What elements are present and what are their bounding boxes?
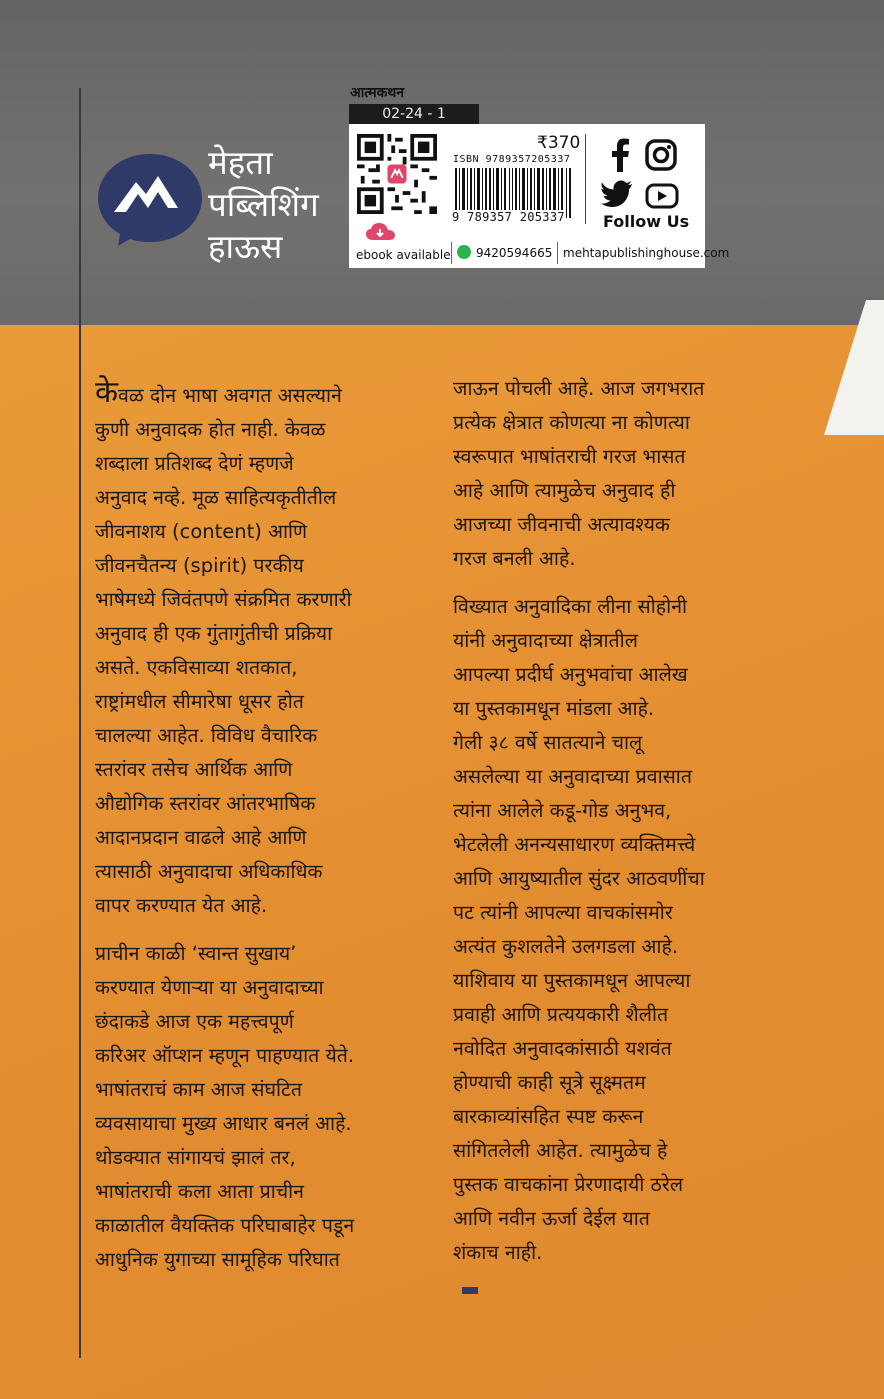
text-line: आधुनिक युगाच्या सामूहिक परिघात [95, 1248, 340, 1271]
info-card [349, 124, 730, 268]
text-line: भाषेमध्ये जिवंतपणे संक्रमित करणारी [95, 588, 352, 611]
genre-label: आत्मकथन [350, 85, 405, 101]
text-line: सांगितलेली आहेत. त्यामुळेच हे [453, 1139, 668, 1162]
right-column [453, 372, 798, 1270]
text-line: प्राचीन काळी ‘स्वान्त सुखाय’ [95, 942, 297, 965]
divider [451, 242, 452, 264]
text-line: याशिवाय या पुस्तकामधून आपल्या [453, 969, 691, 992]
text-line: आजच्या जीवनाची अत्यावश्यक [453, 513, 670, 536]
divider [557, 242, 558, 264]
qr-code [357, 134, 437, 214]
text-line: गेली ३८ वर्षे सातत्याने चालू [453, 731, 643, 754]
text-line: असते. एकविसाव्या शतकात, [95, 656, 298, 679]
text-line: आदानप्रदान वाढले आहे आणि [95, 826, 307, 849]
text-line: स्तरांवर तसेच आर्थिक आणि [95, 758, 293, 781]
ebook-available: ebook available [356, 248, 451, 262]
text-line [95, 375, 440, 413]
text-line: थोडक्यात सांगायचं झालं तर, [95, 1146, 296, 1169]
isbn-digits: 9 789357 205337 [452, 210, 565, 224]
text-line: शंकाच नाही. [453, 1241, 543, 1264]
website-link[interactable]: mehtapublishinghouse.com [563, 246, 730, 260]
follow-us-label: Follow Us [603, 212, 690, 231]
text-line: असलेल्या या अनुवादाच्या प्रवासात [453, 765, 692, 788]
text-line: होण्याची काही सूत्रे सूक्ष्मतम [453, 1071, 646, 1094]
text-line: या पुस्तकामधून मांडला आहे. [453, 697, 655, 720]
publisher-line-2: पब्लिशिंग [208, 185, 319, 224]
left-column [95, 375, 440, 1277]
text-line: विख्यात अनुवादिका लीना सोहोनी [453, 595, 688, 618]
text-line: औद्योगिक स्तरांवर आंतरभाषिक [95, 792, 316, 815]
youtube-icon[interactable] [645, 183, 679, 209]
text-line: कुणी अनुवादक होत नाही. केवळ [95, 418, 326, 441]
text-line: काळातील वैयक्तिक परिघाबाहेर पडून [95, 1214, 355, 1237]
price: ₹370 [537, 133, 581, 153]
text-line: चालल्या आहेत. विविध वैचारिक [95, 724, 318, 747]
text-line: अनुवाद ही एक गुंतागुंतीची प्रक्रिया [95, 622, 333, 645]
whatsapp-icon [457, 245, 471, 259]
phone-number[interactable]: 9420594665 [476, 246, 553, 260]
text-line: प्रवाही आणि प्रत्ययकारी शैलीत [453, 1003, 669, 1026]
text-line-content: वळ दोन भाषा अवगत असल्याने [118, 384, 342, 407]
isbn-label: ISBN 9789357205337 [453, 154, 571, 165]
text-line: करण्यात येणाऱ्या या अनुवादाच्या [95, 976, 324, 999]
card-bottom-bar [349, 238, 730, 268]
text-line: जाऊन पोचली आहे. आज जगभरात [453, 377, 705, 400]
text-line: आपल्या प्रदीर्घ अनुभवांचा आलेख [453, 663, 688, 686]
text-line: भाषांतराचं काम आज संघटित [95, 1078, 302, 1101]
text-line: अनुवाद नव्हे. मूळ साहित्यकृतीतील [95, 486, 337, 509]
text-line: आणि नवीन ऊर्जा देईल यात [453, 1207, 650, 1230]
publisher-name [208, 142, 319, 268]
text-line: प्रत्येक क्षेत्रात कोणत्या ना कोणत्या [453, 411, 690, 434]
text-line: वापर करण्यात येत आहे. [95, 894, 268, 917]
text-line: भाषांतराची कला आता प्राचीन [95, 1180, 304, 1203]
facebook-icon[interactable] [605, 138, 635, 172]
spine-line [79, 88, 81, 1358]
text-line: त्यासाठी अनुवादाचा अधिकाधिक [95, 860, 323, 883]
text-line: स्वरूपात भाषांतराची गरज भासत [453, 445, 686, 468]
text-line: यांनी अनुवादाच्या क्षेत्रातील [453, 629, 638, 652]
text-line: छंदाकडे आज एक महत्त्वपूर्ण [95, 1010, 294, 1033]
publisher-line-1: मेहता [208, 143, 273, 182]
text-line: पुस्तक वाचकांना प्रेरणादायी ठरेल [453, 1173, 684, 1196]
text-line: शब्दाला प्रतिशब्द देणं म्हणजे [95, 452, 294, 475]
instagram-icon[interactable] [645, 139, 677, 171]
text-line: अत्यंत कुशलतेने उलगडला आहे. [453, 935, 679, 958]
text-line: पट त्यांनी आपल्या वाचकांसमोर [453, 901, 673, 924]
text-line: व्यवसायाचा मुख्य आधार बनलं आहे. [95, 1112, 352, 1135]
card-divider [585, 134, 586, 224]
book-code: 02-24 - 1 [349, 104, 479, 124]
publisher-line-3: हाऊस [208, 227, 283, 266]
text-line: आणि आयुष्यातील सुंदर आठवणींचा [453, 867, 705, 890]
text-line: आहे आणि त्यामुळेच अनुवाद ही [453, 479, 676, 502]
text-line: नवोदित अनुवादकांसाठी यशवंत [453, 1037, 672, 1060]
text-line: जीवनचैतन्य (spirit) परकीय [95, 554, 304, 577]
publisher-logo-icon [96, 150, 204, 248]
text-line: त्यांना आलेले कडू-गोड अनुभव, [453, 799, 672, 822]
twitter-icon[interactable] [601, 180, 633, 208]
text-line: राष्ट्रांमधील सीमारेषा धूसर होत [95, 690, 304, 713]
text-line: जीवनाशय (content) आणि [95, 520, 308, 543]
text-line: गरज बनली आहे. [453, 547, 576, 570]
text-line: करिअर ऑप्शन म्हणून पाहण्यात येते. [95, 1044, 355, 1067]
ebook-icon [365, 222, 399, 242]
end-mark [462, 1287, 478, 1294]
text-line: भेटलेली अनन्यसाधारण व्यक्तिमत्त्वे [453, 833, 696, 856]
drop-cap: के [95, 375, 119, 410]
text-line: बारकाव्यांसहित स्पष्ट करून [453, 1105, 644, 1128]
